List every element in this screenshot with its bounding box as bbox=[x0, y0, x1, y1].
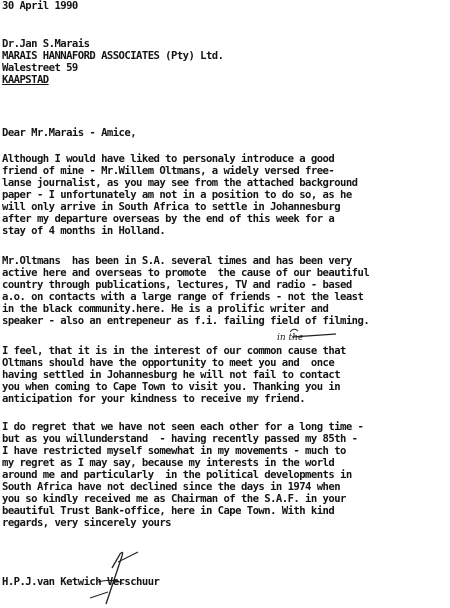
text-line: having settled in Johannesburg he will not fail to contact bbox=[2, 369, 341, 381]
text-line: my regret as I may say, because my interests in the world bbox=[2, 457, 335, 469]
recipient-company: MARAIS HANNAFORD ASSOCIATES (Pty) Ltd. bbox=[2, 50, 224, 62]
text-line: will only arrive in South Africa to settle in Johannesburg bbox=[2, 201, 341, 213]
text-line: in the black community.here. He is a prolific writer and bbox=[2, 303, 329, 315]
text-line: but as you willunderstand - having recently passed my 85th - bbox=[2, 433, 358, 445]
signature-name: H.P.J.van Ketwich Verschuur bbox=[2, 576, 160, 588]
text-line: after my departure overseas by the end of this week for a bbox=[2, 213, 335, 225]
text-line: speaker - also an entrepeneur as f.i. failing field of filming. bbox=[2, 315, 370, 327]
letter-date: 30 April 1990 bbox=[2, 0, 78, 12]
text-line: I do regret that we have not seen each other for a long time - bbox=[2, 421, 364, 433]
text-line: regards, very sincerely yours bbox=[2, 517, 172, 529]
text-line: you when coming to Cape Town to visit you. Thanking you in bbox=[2, 381, 341, 393]
text-line: Mr.Oltmans has been in S.A. several times and has been very bbox=[2, 255, 352, 267]
text-line: friend of mine - Mr.Willem Oltmans, a widely versed free- bbox=[2, 165, 335, 177]
text-line: beautiful Trust Bank-office, here in Cape Town. With kind bbox=[2, 505, 335, 517]
text-line: stay of 4 months in Holland. bbox=[2, 225, 166, 237]
paragraph-introduction bbox=[2, 153, 358, 237]
text-line: a.o. on contacts with a large range of friends - not the least bbox=[2, 291, 364, 303]
recipient-city: KAAPSTAD bbox=[2, 74, 49, 86]
text-line: I feel, that it is in the interest of our common cause that bbox=[2, 345, 346, 357]
text-line: around me and particularly in the political developments in bbox=[2, 469, 352, 481]
text-line: you so kindly received me as Chairman of the S.A.F. in your bbox=[2, 493, 346, 505]
handwritten-insert: in the bbox=[277, 333, 304, 343]
paragraph-meeting bbox=[2, 345, 346, 405]
text-line: I have restricted myself somewhat in my movements - much to bbox=[2, 445, 346, 457]
recipient-address bbox=[2, 38, 223, 86]
recipient-street: Walestreet 59 bbox=[2, 62, 78, 74]
salutation: Dear Mr.Marais - Amice, bbox=[2, 127, 137, 139]
text-line: Oltmans should have the opportunity to meet you and once bbox=[2, 357, 335, 369]
paragraph-regret bbox=[2, 421, 363, 529]
text-line: lanse journalist, as you may see from the attached background bbox=[2, 177, 358, 189]
text-line: South Africa have not declined since the days in 1974 when bbox=[2, 481, 341, 493]
text-line: active here and overseas to promote the cause of our beautiful bbox=[2, 267, 370, 279]
text-line: Although I would have liked to personaly introduce a good bbox=[2, 153, 335, 165]
text-line: paper - I unfortunately am not in a position to do so, as he bbox=[2, 189, 352, 201]
recipient-name: Dr.Jan S.Marais bbox=[2, 38, 90, 50]
text-line: anticipation for your kindness to receive my friend. bbox=[2, 393, 306, 405]
paragraph-oltmans bbox=[2, 255, 369, 327]
text-line: country through publications, lectures, TV and radio - based bbox=[2, 279, 352, 291]
